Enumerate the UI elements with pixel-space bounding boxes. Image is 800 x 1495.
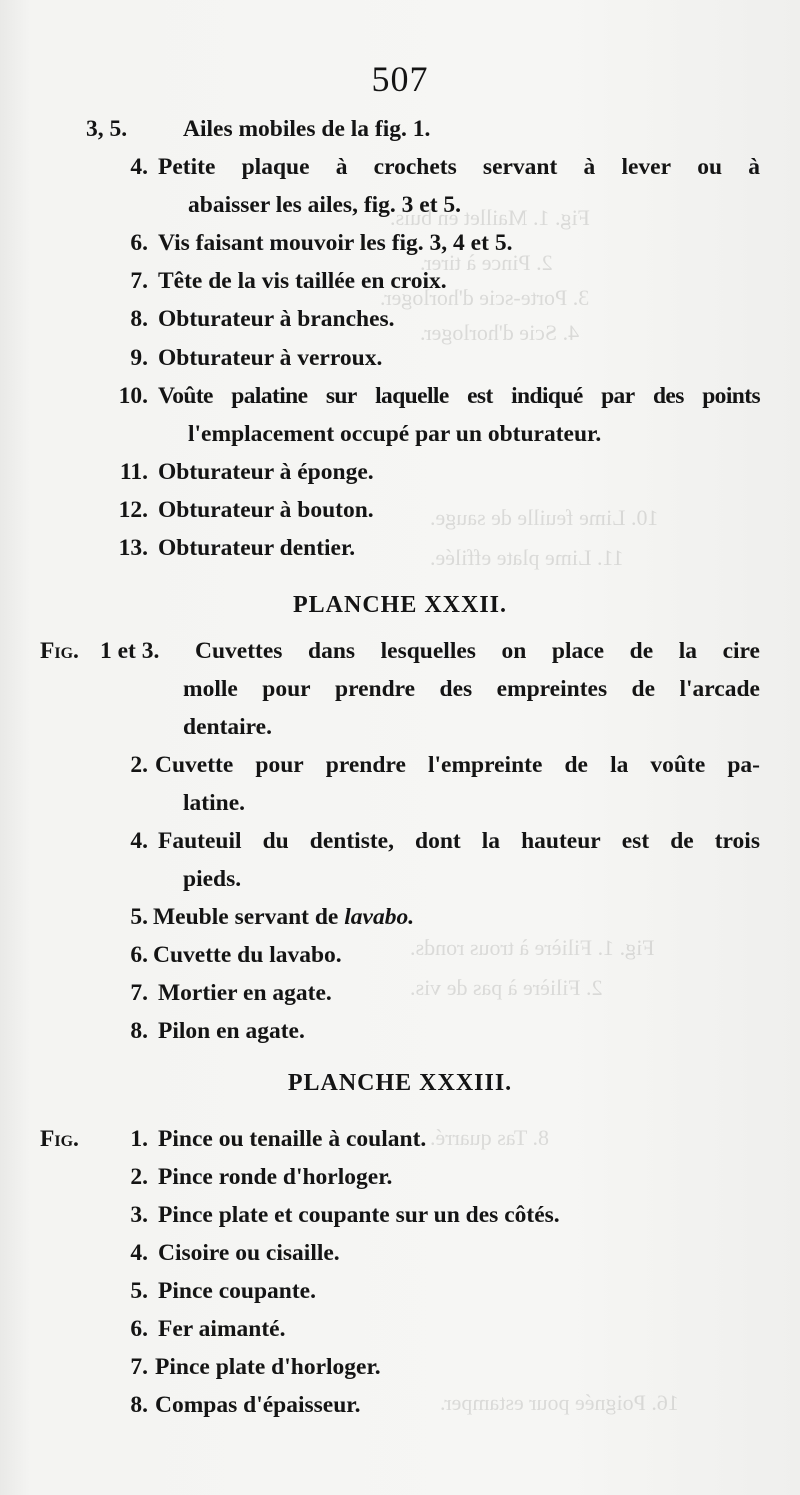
- item-text-continuation: abaisser les ailes, fig. 3 et 5.: [188, 192, 462, 218]
- item-number: 1.: [130, 1126, 148, 1152]
- item-text: Cuvette pour prendre l'empreinte de la voûte pa-: [155, 752, 760, 778]
- item-text-continuation: latine.: [183, 790, 246, 816]
- item-number: 8.: [130, 1018, 148, 1044]
- bleed-through-text: 10. Lime feuille de sauge.: [430, 505, 659, 530]
- item-text: Cuvette du lavabo.: [153, 942, 342, 968]
- list-item-continuation: [0, 420, 800, 448]
- item-text-continuation: molle pour prendre des empreintes de l'arcade: [183, 676, 760, 702]
- list-item: [0, 941, 800, 969]
- item-text: Voûte palatine sur laquelle est indiqué par des points: [158, 383, 760, 409]
- list-item: [0, 496, 800, 524]
- bleed-through-text: 8. Tas quarré.: [430, 1125, 550, 1150]
- list-item-continuation: [0, 865, 800, 893]
- item-text-italic: lavabo.: [344, 904, 415, 930]
- list-item: [0, 751, 800, 779]
- section-heading-planche-xxxii: PLANCHE XXXII.: [292, 592, 507, 618]
- page-number: 507: [371, 59, 429, 99]
- item-text: Fer aimanté.: [158, 1316, 286, 1342]
- item-number: 7.: [130, 268, 148, 294]
- item-text: Obturateur à éponge.: [158, 459, 374, 485]
- item-number: 4.: [130, 154, 148, 180]
- list-item: [0, 903, 800, 931]
- item-text: Pince ronde d'horloger.: [158, 1164, 393, 1190]
- item-text: Fauteuil du dentiste, dont la hauteur est de trois: [158, 828, 760, 854]
- fig-label: Fig.: [40, 638, 79, 664]
- list-item: [0, 458, 800, 486]
- item-number: 5.: [130, 1278, 148, 1304]
- list-item-continuation: [0, 789, 800, 817]
- item-text: Ailes mobiles de la fig. 1.: [183, 116, 431, 142]
- item-text: Obturateur à branches.: [158, 306, 395, 332]
- item-text: Pilon en agate.: [158, 1018, 305, 1044]
- item-text-continuation: pieds.: [183, 866, 242, 892]
- item-text: Obturateur dentier.: [158, 535, 356, 561]
- item-number: 3, 5.: [86, 116, 128, 142]
- item-text: Pince plate et coupante sur un des côtés.: [158, 1202, 560, 1228]
- item-text: Mortier en agate.: [158, 980, 332, 1006]
- list-item: [0, 1163, 800, 1191]
- item-number: 3.: [130, 1202, 148, 1228]
- item-text-continuation: dentaire.: [183, 714, 272, 740]
- item-text: Pince plate d'horloger.: [155, 1354, 381, 1380]
- fig-label: Fig.: [40, 1126, 79, 1152]
- list-item: [0, 1017, 800, 1045]
- item-text: Petite plaque à crochets servant à lever ou à: [158, 154, 760, 180]
- item-text: Meuble servant de: [153, 904, 339, 930]
- item-number: 7.: [130, 1354, 148, 1380]
- item-text: Tête de la vis taillée en croix.: [158, 268, 447, 294]
- bleed-through-text: 4. Scie d'horloger.: [420, 320, 580, 345]
- item-number: 8.: [130, 1392, 148, 1418]
- list-item: [0, 1125, 800, 1153]
- item-number: 6.: [130, 942, 148, 968]
- item-number: 8.: [130, 306, 148, 332]
- item-text: Cuvettes dans lesquelles on place de la cire: [195, 638, 760, 664]
- list-item: [0, 1277, 800, 1305]
- item-text-continuation: l'emplacement occupé par un obturateur.: [188, 421, 602, 447]
- item-number: 6.: [130, 230, 148, 256]
- list-item: [0, 979, 800, 1007]
- list-item: [0, 153, 800, 181]
- bleed-through-text: Fig. 1. Filière à trous ronds.: [410, 935, 655, 960]
- item-text: Obturateur à bouton.: [158, 497, 374, 523]
- list-item: [0, 344, 800, 372]
- item-number: 12.: [118, 497, 148, 523]
- item-text: Pince coupante.: [158, 1278, 316, 1304]
- item-text: Pince ou tenaille à coulant.: [158, 1126, 427, 1152]
- item-number: 4.: [130, 828, 148, 854]
- list-item: [0, 115, 800, 143]
- list-item: [0, 1201, 800, 1229]
- list-item-continuation: [0, 675, 800, 703]
- bleed-through-text: Fig. 1. Maillet en buis.: [390, 205, 590, 230]
- bleed-through-text: 16. Poignée pour estamper.: [440, 1390, 679, 1415]
- item-number: 11.: [119, 459, 148, 485]
- item-number: 2.: [130, 752, 148, 778]
- list-item: [0, 305, 800, 333]
- item-number: 9.: [130, 345, 148, 371]
- item-text: Vis faisant mouvoir les fig. 3, 4 et 5.: [158, 230, 513, 256]
- bleed-through-text: 2. Filière à pas de vis.: [410, 975, 603, 1000]
- item-number: 13.: [118, 535, 148, 561]
- list-item-continuation: [0, 191, 800, 219]
- list-item: [0, 1239, 800, 1267]
- list-item: [0, 534, 800, 562]
- list-item: [0, 382, 800, 410]
- list-item: [0, 1353, 800, 1381]
- list-item: [0, 1315, 800, 1343]
- item-number: 10.: [118, 383, 148, 409]
- list-item: [0, 267, 800, 295]
- bleed-through-text: 3. Porte-scie d'horloger.: [380, 285, 590, 310]
- list-item: [0, 637, 800, 665]
- item-number: 2.: [130, 1164, 148, 1190]
- list-item: [0, 229, 800, 257]
- list-item-continuation: [0, 713, 800, 741]
- list-item: [0, 827, 800, 855]
- item-number: 6.: [130, 1316, 148, 1342]
- item-number: 1 et 3.: [100, 638, 160, 664]
- item-number: 5.: [130, 904, 148, 930]
- item-text: Cisoire ou cisaille.: [158, 1240, 340, 1266]
- section-heading-planche-xxxiii: PLANCHE XXXIII.: [287, 1070, 513, 1096]
- item-text: Compas d'épaisseur.: [155, 1392, 361, 1418]
- bleed-through-text: 11. Lime plate effilée.: [430, 545, 624, 570]
- item-number: 7.: [130, 980, 148, 1006]
- list-item: [0, 1391, 800, 1419]
- item-text: Obturateur à verroux.: [158, 345, 383, 371]
- bleed-through-text: 2. Pince à tirer.: [420, 250, 553, 275]
- item-number: 4.: [130, 1240, 148, 1266]
